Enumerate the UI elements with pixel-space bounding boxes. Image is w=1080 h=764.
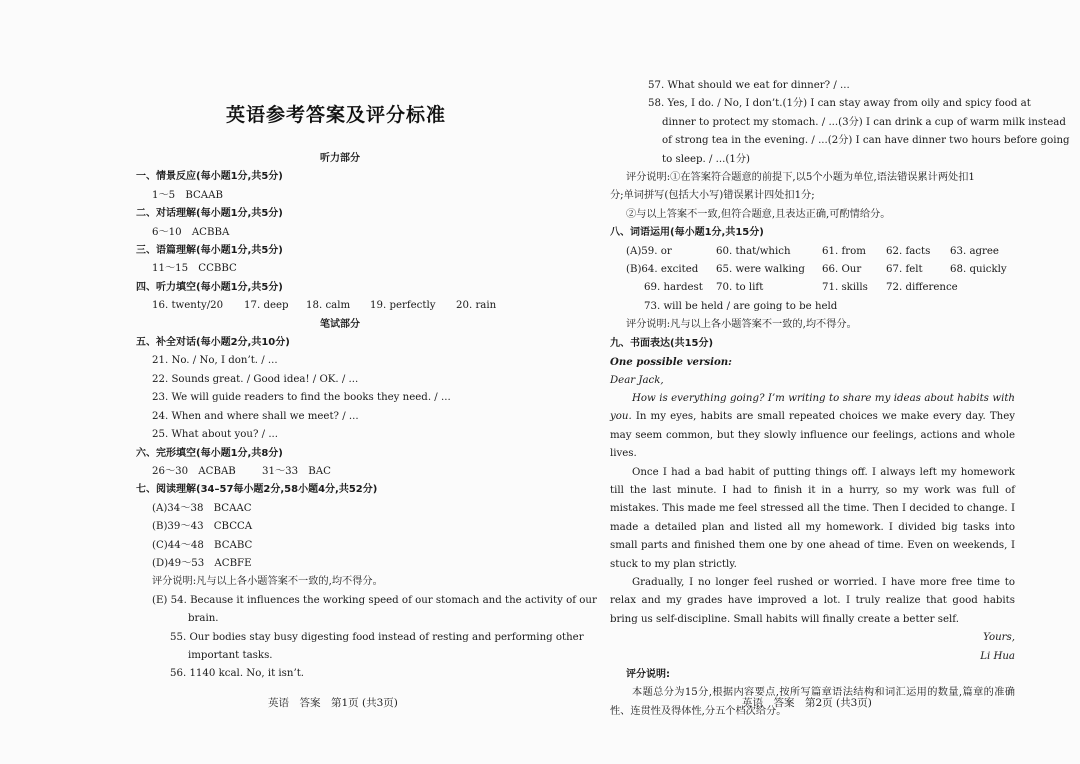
answer-64: (B)64. excited [626, 264, 699, 276]
answer-d-49-53: (D)49～53 ACBFE [152, 557, 252, 569]
answer-17: 17. deep [244, 300, 289, 312]
answer-a-34-38: (A)34～38 BCAAC [152, 502, 252, 514]
essay-paragraph-1 [610, 390, 1015, 464]
essay-opening-sentence: How is everything going? I’m writing to share my ideas about habits with you. [610, 392, 1015, 423]
section-8-row-a [610, 243, 1015, 261]
section-8-row-b [610, 261, 1015, 279]
answer-65: 65. were walking [716, 264, 805, 276]
answer-71: 71. skills [822, 282, 868, 294]
page-1-upper [136, 150, 597, 684]
writing-grading-heading: 评分说明: [626, 669, 670, 680]
essay-paragraph-1-rest: In my eyes, habits are small repeated choices we make every day. They may seem common, but they slowly influence our feelings, actions and whole lives. [610, 411, 1015, 460]
letter-greeting: Dear Jack, [610, 374, 664, 386]
answer-55-line2: important tasks. [188, 649, 273, 661]
section-8-heading: 八、词语运用(每小题1分,共15分) [610, 227, 764, 239]
section-1-answer: 1～5 BCAAB [152, 189, 224, 201]
page-1 [136, 0, 597, 764]
section-1-heading: 一、情景反应(每小题1分,共5分) [136, 171, 283, 183]
possible-version-label: One possible version: [610, 356, 732, 369]
answer-21: 21. No. / No, I don’t. / ... [152, 355, 278, 367]
answer-69: 69. hardest [644, 282, 703, 294]
answer-61: 61. from [822, 245, 866, 257]
reading-grading-note-1: 评分说明:①在答案符合题意的前提下,以5个小题为单位,语法错误累计两处扣1 [626, 172, 975, 184]
answer-70: 70. to lift [716, 282, 764, 294]
reading-grading-note-2: 分;单词拼写(包括大小写)错误累计四处扣1分; [610, 190, 815, 202]
answer-58-line4: to sleep. / ...(1分) [662, 153, 751, 165]
answer-59: (A)59. or [626, 245, 672, 257]
page-1-footer: 英语 答案 第1页 (共3页) [268, 697, 398, 709]
section-3-answer: 11～15 CCBBC [152, 263, 237, 275]
answer-58-line3: of strong tea in the evening. / ...(2分) I can have dinner two hours before going [662, 135, 1070, 147]
answer-55-line1: 55. Our bodies stay busy digesting food instead of resting and performing other [170, 631, 584, 643]
page-2-footer: 英语 答案 第2页 (共3页) [742, 697, 872, 709]
answer-18: 18. calm [306, 300, 351, 312]
answer-54-line1: (E) 54. Because it influences the working speed of our stomach and the activity of our [152, 594, 597, 606]
letter-signature: Li Hua [980, 650, 1015, 662]
answer-62: 62. facts [886, 245, 931, 257]
section-4-answers [136, 297, 544, 315]
answer-63: 63. agree [950, 245, 999, 257]
writing-grading-text: 本题总分为15分,根据内容要点,按所写篇章语法结构和词汇运用的数量,篇章的准确性、连贯性及得体性,分五个档次给分。 [610, 687, 1015, 717]
listening-heading: 听力部分 [320, 153, 360, 164]
answer-57: 57. What should we eat for dinner? / ... [648, 80, 850, 91]
sample-essay [610, 390, 1015, 629]
writing-heading: 笔试部分 [320, 318, 360, 330]
essay-paragraph-3: Gradually, I no longer feel rushed or worried. I have more free time to relax and my grades have improved a lot. I truly realize that good habits bring us self-discipline. Small habits will finally create a better self. [610, 576, 1015, 625]
answer-19: 19. perfectly [370, 300, 436, 312]
answer-73: 73. will be held / are going to be held [644, 300, 838, 312]
answer-54-line2: brain. [188, 613, 219, 625]
section-9-heading: 九、书面表达(共15分) [610, 337, 714, 349]
section-8-row-c [610, 279, 1015, 297]
answer-22: 22. Sounds great. / Good idea! / OK. / ... [152, 373, 359, 385]
page-2 [610, 0, 1070, 764]
section-6-answers [136, 463, 544, 481]
section-5-heading: 五、补全对话(每小题2分,共10分) [136, 337, 290, 349]
section-3-heading: 三、语篇理解(每小题1分,共5分) [136, 245, 283, 257]
section-7-heading: 七、阅读理解(34–57每小题2分,58小题4分,共52分) [136, 484, 378, 496]
section-4-heading: 四、听力填空(每小题1分,共5分) [136, 281, 283, 293]
answer-68: 68. quickly [950, 264, 1007, 276]
answer-25: 25. What about you? / ... [152, 429, 279, 441]
document-title: 英语参考答案及评分标准 [226, 104, 447, 126]
answer-24: 24. When and where shall we meet? / ... [152, 410, 359, 422]
answer-67: 67. felt [886, 264, 923, 276]
answer-26-30: 26～30 ACBAB [152, 465, 236, 477]
answer-72: 72. difference [886, 282, 958, 294]
answer-16: 16. twenty/20 [152, 300, 224, 312]
answer-23: 23. We will guide readers to find the books they need. / ... [152, 392, 451, 404]
reading-grading-note-3: ②与以上答案不一致,但符合题意,且表达正确,可酌情给分。 [626, 208, 891, 220]
answer-c-44-48: (C)44～48 BCABC [152, 539, 253, 551]
answer-31-33: 31～33 BAC [262, 465, 331, 477]
section-8-grading-note: 评分说明:凡与以上各小题答案不一致的,均不得分。 [626, 319, 857, 331]
section-2-answer: 6～10 ACBBA [152, 226, 230, 238]
section-6-heading: 六、完形填空(每小题1分,共8分) [136, 447, 283, 459]
answer-56: 56. 1140 kcal. No, it isn’t. [170, 668, 305, 680]
answer-58-line2: dinner to protect my stomach. / ...(3分) I can drink a cup of warm milk instead [662, 116, 1066, 128]
essay-paragraph-2: Once I had a bad habit of putting things off. I always left my homework till the last minute. I had to finish it in a hurry, so my work was full of mistakes. This made me feel stressed all the time. Then I decided to change. I made a detailed plan and listed all my homework. I divided big tasks into small parts and finished them one by one ahead of time. Even on weekends, I stuck to my plan strictly. [610, 466, 1015, 570]
answer-60: 60. that/which [716, 245, 791, 257]
page-2-upper [610, 77, 1070, 721]
answer-58-line1: 58. Yes, I do. / No, I don’t.(1分) I can stay away from oily and spicy food at [648, 98, 1031, 110]
answer-b-39-43: (B)39～43 CBCCA [152, 521, 253, 533]
answer-66: 66. Our [822, 264, 862, 276]
section-7-grading-note: 评分说明:凡与以上各小题答案不一致的,均不得分。 [152, 576, 383, 588]
answer-20: 20. rain [456, 300, 497, 312]
letter-closing: Yours, [983, 632, 1015, 644]
section-2-heading: 二、对话理解(每小题1分,共5分) [136, 208, 283, 220]
